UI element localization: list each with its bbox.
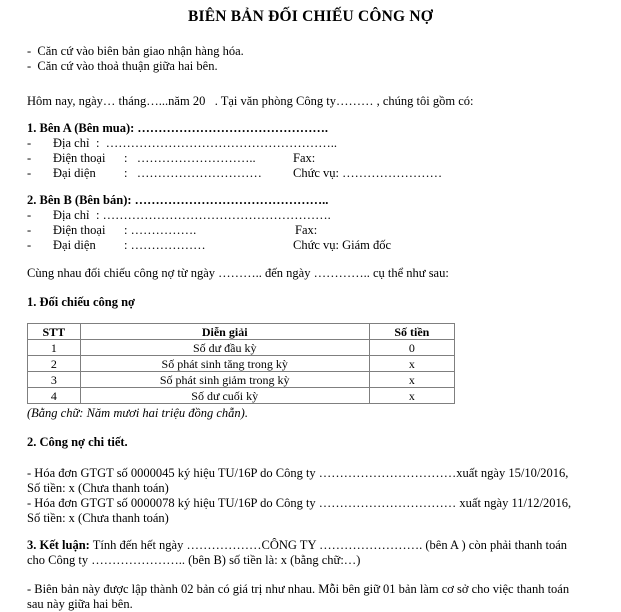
intro-text: Hôm nay, ngày… tháng…...năm 20 . Tại văn phòng Công ty……… , chúng tôi gồm có: [27, 94, 474, 108]
party-a-address-label: Địa chỉ [53, 136, 90, 150]
conclusion-line [27, 538, 567, 553]
cell-amount: x [369, 356, 454, 372]
party-b-rep-value: : ……………… [124, 238, 206, 252]
table-row [28, 388, 455, 404]
invoice-line: - Hóa đơn GTGT số 0000045 ký hiệu TU/16P do Công ty ……………………………xuất ngày 15/10/2016, [27, 466, 569, 480]
conclusion-text-2: cho Công ty ………………….. (bên B) số tiền là: x (bằng chữ:…) [27, 553, 361, 567]
footer-note: - Biên bản này được lập thành 02 bản có giá trị như nhau. Mỗi bên giữ 01 bản làm cơ sở cho việc thanh toán [27, 582, 570, 596]
cell-amount: x [369, 372, 454, 388]
party-b-phone-label: Điện thoại [53, 223, 106, 237]
table-row [28, 340, 455, 356]
header-amount: Số tiền [369, 324, 454, 340]
agreement-text: Cùng nhau đối chiếu công nợ từ ngày ……….. đến ngày ………….. cụ thể như sau: [27, 266, 449, 280]
cell-stt: 4 [28, 388, 81, 404]
cell-stt: 1 [28, 340, 81, 356]
section2-heading: 2. Công nợ chi tiết. [27, 435, 128, 449]
document-title: BIÊN BẢN ĐỐI CHIẾU CÔNG NỢ [187, 8, 434, 25]
cell-amount: x [369, 388, 454, 404]
cell-stt: 3 [28, 372, 81, 388]
amount-in-words: (Bằng chữ: Năm mươi hai triệu đồng chẵn). [27, 406, 248, 420]
party-b-phone-dash: - [27, 223, 32, 237]
invoice-amount: Số tiền: x (Chưa thanh toán) [27, 481, 169, 495]
party-b-rep-label: Đại diện [53, 238, 96, 252]
cell-description: Số phát sinh tăng trong kỳ [80, 356, 369, 372]
reconciliation-table [27, 323, 455, 404]
party-a-address-dash: - [27, 136, 32, 150]
party-b-address-label: Địa chỉ [53, 208, 90, 222]
table-row [28, 372, 455, 388]
section1-heading: 1. Đối chiếu công nợ [27, 295, 135, 309]
party-a-rep-dash: - [27, 166, 32, 180]
party-b-address-value: : ………………………………………………. [96, 208, 331, 222]
cell-description: Số dư đầu kỳ [80, 340, 369, 356]
basis-item: - Căn cứ vào thoả thuận giữa hai bên. [27, 59, 218, 73]
party-a-rep-value: : ………………………… [124, 166, 262, 180]
header-stt: STT [28, 324, 81, 340]
cell-stt: 2 [28, 356, 81, 372]
basis-item: - Căn cứ vào biên bản giao nhận hàng hóa. [27, 44, 244, 58]
cell-description: Số phát sinh giảm trong kỳ [80, 372, 369, 388]
cell-description: Số dư cuối kỳ [80, 388, 369, 404]
table-header-row [28, 324, 455, 340]
party-a-heading: 1. Bên A (Bên mua): ………………………………………. [27, 121, 329, 135]
party-a-phone-dash: - [27, 151, 32, 165]
party-a-rep-label: Đại diện [53, 166, 96, 180]
conclusion-text: Tính đến hết ngày ………………CÔNG TY ……………………. (bên A ) còn phải thanh toán [89, 538, 568, 552]
party-a-phone-label: Điện thoại [53, 151, 106, 165]
party-a-address-value: : ……………………………………………….. [96, 136, 337, 150]
party-b-rep-dash: - [27, 238, 32, 252]
invoice-amount: Số tiền: x (Chưa thanh toán) [27, 511, 169, 525]
party-b-fax: Fax: [295, 223, 318, 237]
table-row [28, 356, 455, 372]
footer-note-2: sau này giữa hai bên. [27, 597, 133, 611]
party-b-heading: 2. Bên B (Bên bán): ……………………………………….. [27, 193, 329, 207]
cell-amount: 0 [369, 340, 454, 356]
invoice-line: - Hóa đơn GTGT số 0000078 ký hiệu TU/16P do Công ty …………………………… xuất ngày 11/12/2016, [27, 496, 572, 510]
party-b-phone-value: : ……………. [124, 223, 197, 237]
party-b-position: Chức vụ: Giám đốc [293, 238, 392, 252]
party-a-phone-value: : ……………………….. [124, 151, 256, 165]
party-b-address-dash: - [27, 208, 32, 222]
conclusion-label: 3. Kết luận: [27, 538, 90, 552]
header-description: Diễn giải [80, 324, 369, 340]
party-a-fax: Fax: [293, 151, 316, 165]
party-a-position: Chức vụ: …………………… [293, 166, 443, 180]
